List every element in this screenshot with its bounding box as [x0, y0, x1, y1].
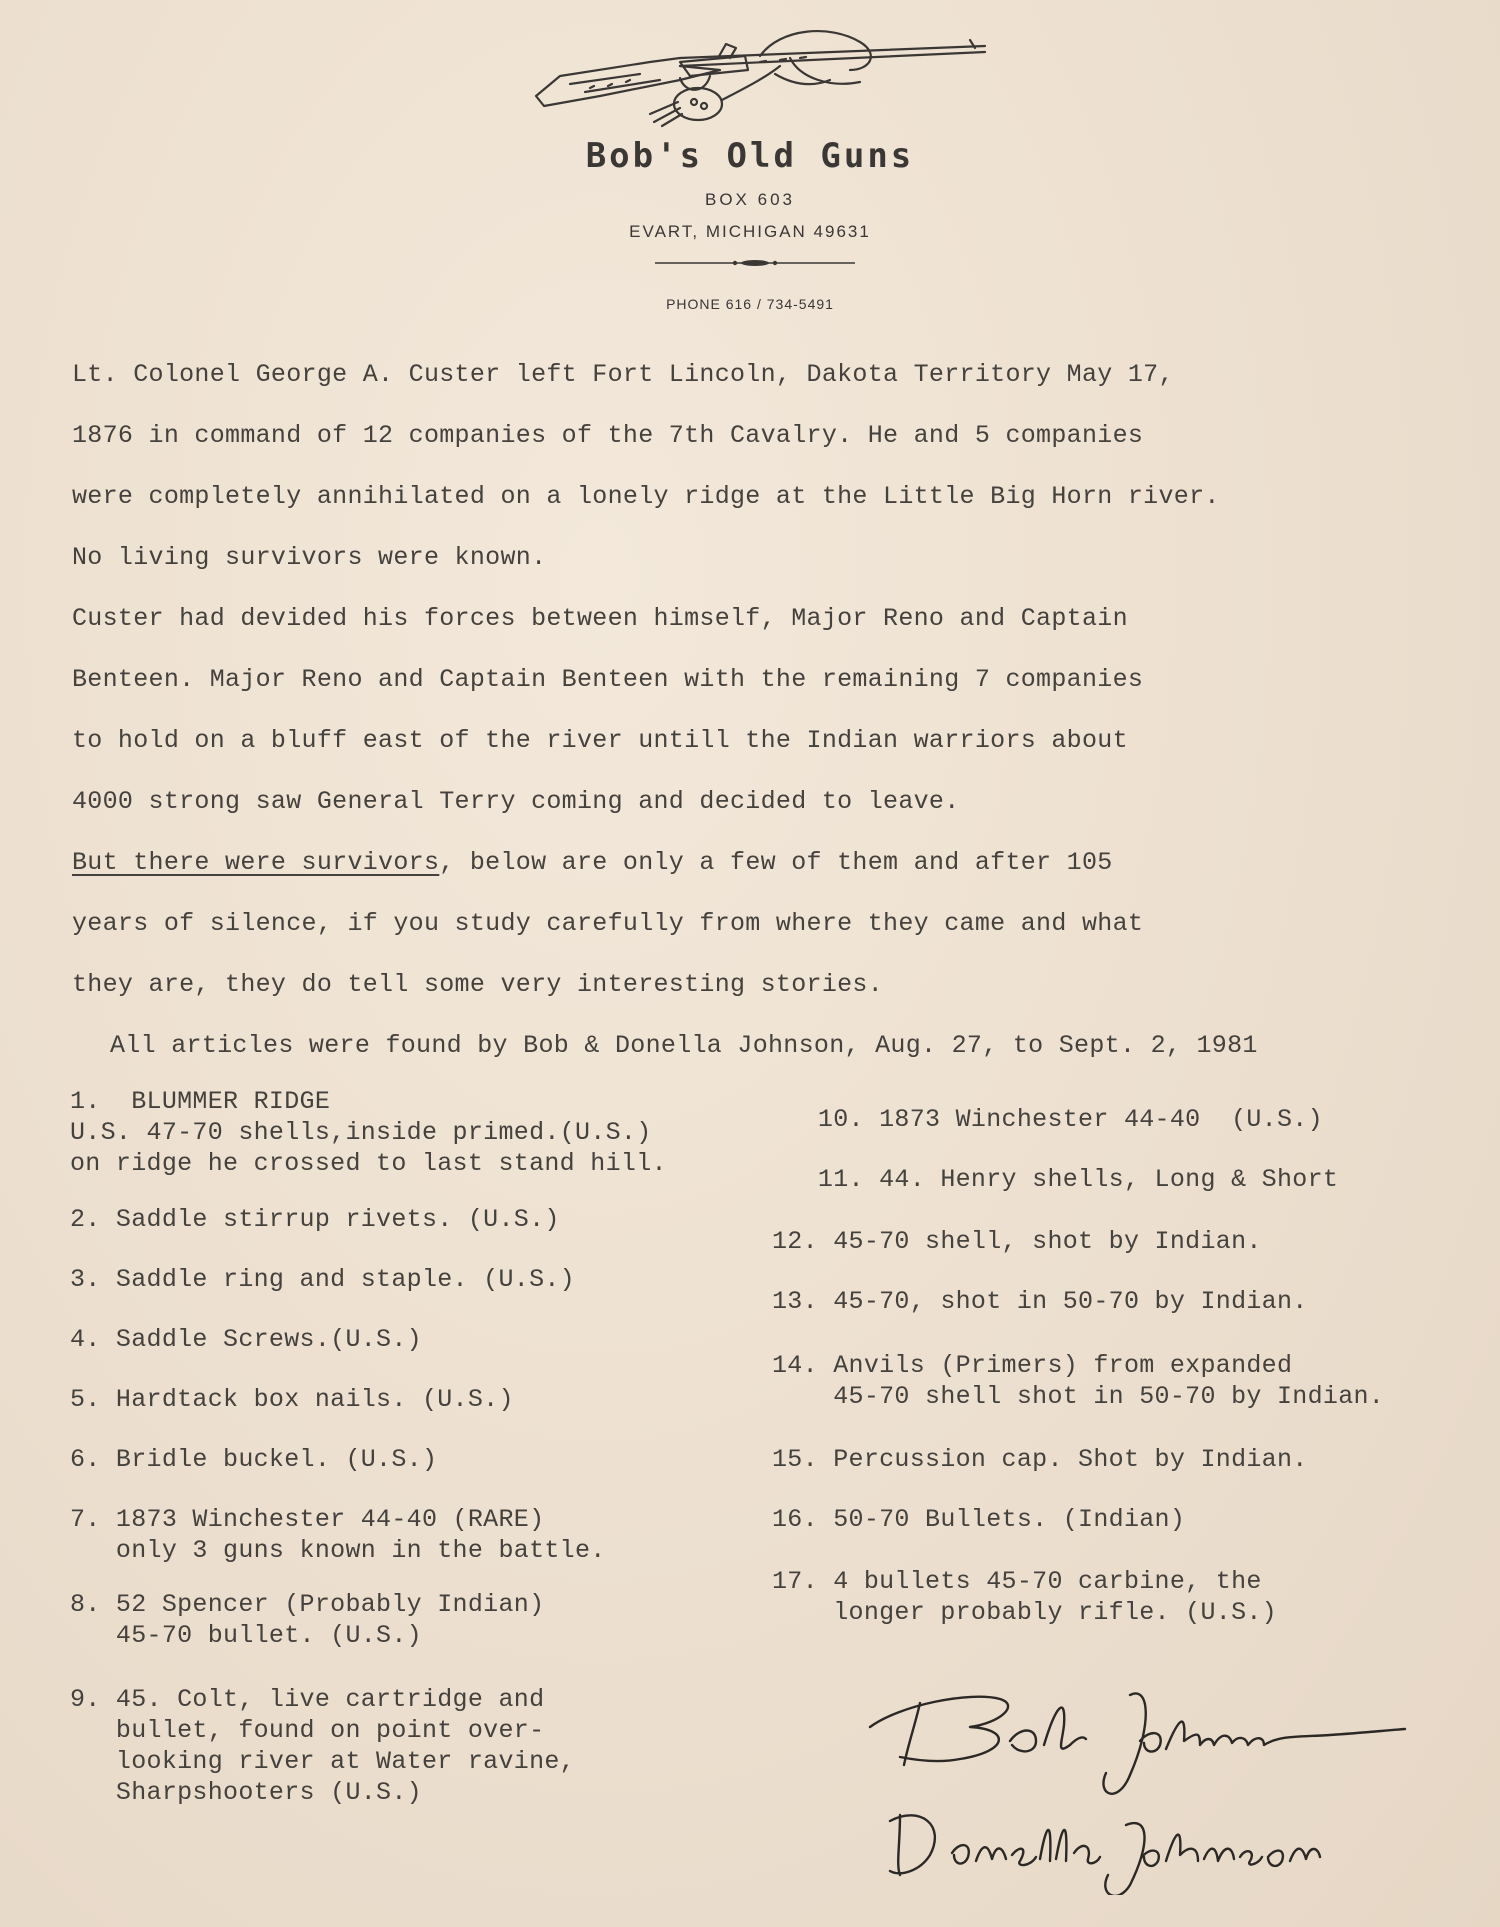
list-item: 8. 52 Spencer (Probably Indian) 45-70 bullet. (U.S.) — [70, 1590, 545, 1650]
list-item: 10. 1873 Winchester 44-40 (U.S.) — [772, 1105, 1323, 1134]
company-name: Bob's Old Guns — [585, 136, 915, 176]
survivors-underlined: But there were survivors — [72, 848, 440, 877]
city-address: EVART, MICHIGAN 49631 — [629, 222, 871, 241]
list-item: 2. Saddle stirrup rivets. (U.S.) — [70, 1205, 560, 1234]
list-item: 9. 45. Colt, live cartridge and bullet, found on point over- looking river at Water ravine, Sharpshooters (U.S.) — [70, 1685, 575, 1807]
list-item: 12. 45-70 shell, shot by Indian. — [772, 1227, 1262, 1256]
list-item: 4. Saddle Screws.(U.S.) — [70, 1325, 422, 1354]
list-item: 17. 4 bullets 45-70 carbine, the longer probably rifle. (U.S.) — [772, 1567, 1277, 1627]
po-box: BOX 603 — [705, 190, 795, 209]
ornament-divider — [655, 256, 855, 270]
list-item: 15. Percussion cap. Shot by Indian. — [772, 1445, 1308, 1474]
list-item: 6. Bridle buckel. (U.S.) — [70, 1445, 438, 1474]
phone-number: PHONE 616 / 734-5491 — [666, 296, 834, 312]
list-item: 7. 1873 Winchester 44-40 (RARE) only 3 guns known in the battle. — [70, 1505, 606, 1565]
list-item: 1. BLUMMER RIDGE U.S. 47-70 shells,inside primed.(U.S.) on ridge he crossed to last stand hill. — [70, 1087, 667, 1178]
letterhead — [0, 0, 1500, 330]
found-by-line: All articles were found by Bob & Donella Johnson, Aug. 27, to Sept. 2, 1981 — [110, 1031, 1258, 1060]
list-item: 3. Saddle ring and staple. (U.S.) — [70, 1265, 575, 1294]
list-item: 16. 50-70 Bullets. (Indian) — [772, 1505, 1186, 1534]
flintlock-rifle-icon — [530, 18, 990, 128]
letter-body — [72, 344, 1492, 1076]
list-item: 14. Anvils (Primers) from expanded 45-70 shell shot in 50-70 by Indian. — [772, 1351, 1385, 1411]
intro-paragraph-1: Lt. Colonel George A. Custer left Fort Lincoln, Dakota Territory May 17, 1876 in command of 12 companies of the 7th Cavalry. He and 5 companies were completely annihilated on a lonely ridge at the Little Big Horn river. No living survivors were known. — [72, 360, 1220, 572]
list-item: 5. Hardtack box nails. (U.S.) — [70, 1385, 514, 1414]
intro-paragraph-3 — [72, 832, 1492, 1015]
paragraph-3-rest: , below are only a few of them and after 105 years of silence, if you study carefully from where they came and what they are, they do tell some very interesting stories. — [72, 848, 1144, 999]
intro-paragraph-2: Custer had devided his forces between himself, Major Reno and Captain Benteen. Major Reno and Captain Benteen with the remaining 7 companies to hold on a bluff east of the river untill the Indian warriors about 4000 strong saw General Terry coming and decided to leave. — [72, 604, 1144, 816]
handwritten-signatures — [860, 1665, 1420, 1895]
list-item: 11. 44. Henry shells, Long & Short — [772, 1165, 1339, 1194]
list-item: 13. 45-70, shot in 50-70 by Indian. — [772, 1287, 1308, 1316]
